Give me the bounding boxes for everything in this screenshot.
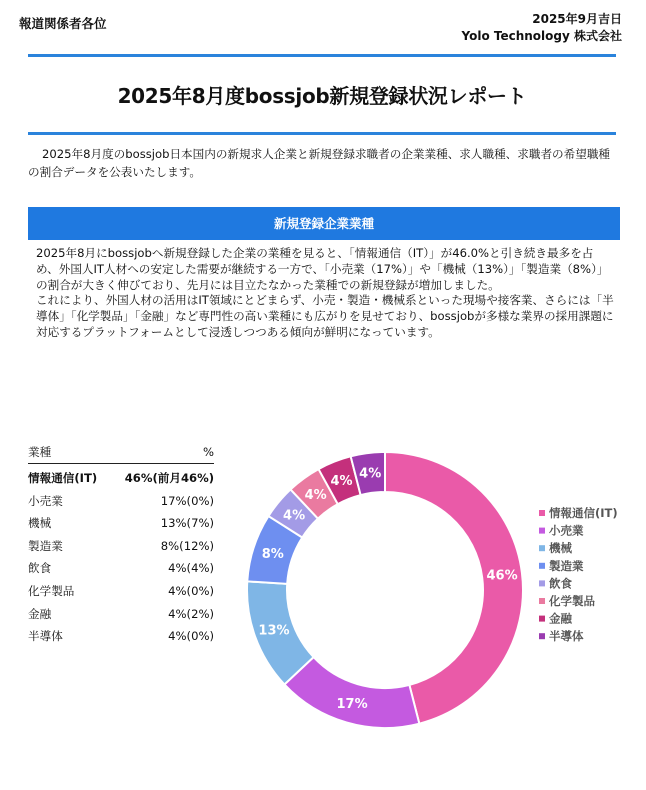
row-value: 4%(0%)	[168, 583, 214, 598]
table-header	[28, 443, 214, 464]
row-value: 8%(12%)	[160, 538, 214, 553]
slice-label: 4%	[304, 488, 327, 504]
slice-label: 13%	[258, 623, 290, 639]
row-value: 4%(2%)	[168, 606, 214, 621]
legend-item: 化学製品	[549, 594, 595, 608]
industry-table	[28, 443, 214, 648]
table-row	[28, 625, 214, 648]
row-label: 機械	[28, 516, 52, 531]
legend-swatch	[539, 616, 545, 622]
section-body	[36, 246, 616, 341]
table-row	[28, 535, 214, 558]
donut-slice	[385, 452, 523, 724]
legend-swatch	[539, 580, 545, 586]
slice-label: 4%	[330, 473, 353, 489]
row-value: 4%(0%)	[168, 629, 214, 644]
table-row	[28, 580, 214, 603]
slice-label: 4%	[283, 508, 306, 524]
legend-item: 製造業	[549, 558, 584, 573]
page-title: 2025年8月度bossjob新規登録状況レポート	[117, 84, 527, 108]
legend-item: 金融	[549, 611, 572, 626]
row-value: 46%(前月46%)	[124, 471, 214, 485]
issue-date: 2025年9月吉日	[532, 12, 622, 26]
legend-swatch	[539, 598, 545, 604]
slice-label: 4%	[359, 466, 382, 482]
table-row	[28, 557, 214, 580]
row-label: 情報通信(IT)	[28, 471, 98, 485]
recipient-label: 報道関係者各位	[19, 16, 107, 31]
legend-item: 情報通信(IT)	[549, 506, 618, 520]
row-value: 4%(4%)	[168, 561, 214, 576]
legend-item: 飲食	[549, 576, 572, 591]
issue-block	[462, 11, 623, 45]
legend-item: 半導体	[549, 629, 584, 644]
row-label: 飲食	[28, 561, 52, 576]
row-label: 化学製品	[28, 583, 75, 598]
table-row	[28, 490, 214, 513]
body-paragraph-2: これにより、外国人材の活用はIT領域にとどまらず、小売・製造・機械系といった現場や接客業、さらには「半導体」「化学製品」「金融」など専門性の高い業種にも広がりを見せており、bossjobが多様な業界の採用課題に対応するプラットフォームとして浸透しつつある傾向が鮮明になっています。	[36, 293, 614, 339]
row-value: 13%(7%)	[160, 516, 214, 531]
table-row	[28, 467, 214, 490]
row-value: 17%(0%)	[160, 493, 214, 508]
row-label: 半導体	[28, 629, 63, 644]
industry-donut-chart	[235, 440, 635, 740]
legend-swatch	[539, 510, 545, 516]
row-label: 製造業	[28, 538, 63, 553]
title-rule	[28, 132, 616, 135]
slice-label: 46%	[486, 568, 518, 584]
row-label: 金融	[28, 606, 52, 621]
table-header-label: 業種	[28, 445, 52, 459]
legend-item: 小売業	[549, 523, 584, 538]
intro-paragraph: 2025年8月度のbossjob日本国内の新規求人企業と新規登録求職者の企業業種、求人職種、求職者の希望職種の割合データを公表いたします。	[28, 147, 611, 179]
top-rule	[28, 54, 616, 57]
row-label: 小売業	[28, 493, 63, 508]
legend-swatch	[539, 563, 545, 569]
legend-swatch	[539, 633, 545, 639]
table-row	[28, 603, 214, 626]
legend-swatch	[539, 528, 545, 534]
company-name: Yolo Technology 株式会社	[461, 29, 622, 43]
legend-item: 機械	[549, 541, 572, 556]
section-heading: 新規登録企業業種	[28, 207, 620, 240]
table-header-value: %	[202, 445, 214, 459]
slice-label: 8%	[261, 547, 284, 563]
legend-swatch	[539, 545, 545, 551]
donut-slice	[284, 657, 419, 728]
slice-label: 17%	[336, 696, 368, 712]
body-paragraph-1: 2025年8月にbossjobへ新規登録した企業の業種を見ると、「情報通信（IT）」が46.0%と引き続き最多を占め、外国人IT人材への安定した需要が継続する一方で、「小売業（17%）」や「機械（13%）」「製造業（8%）」の割合が大きく伸びており、先月には目立たなかった業種での新規登録が増加しました。	[36, 246, 609, 292]
table-row	[28, 512, 214, 535]
